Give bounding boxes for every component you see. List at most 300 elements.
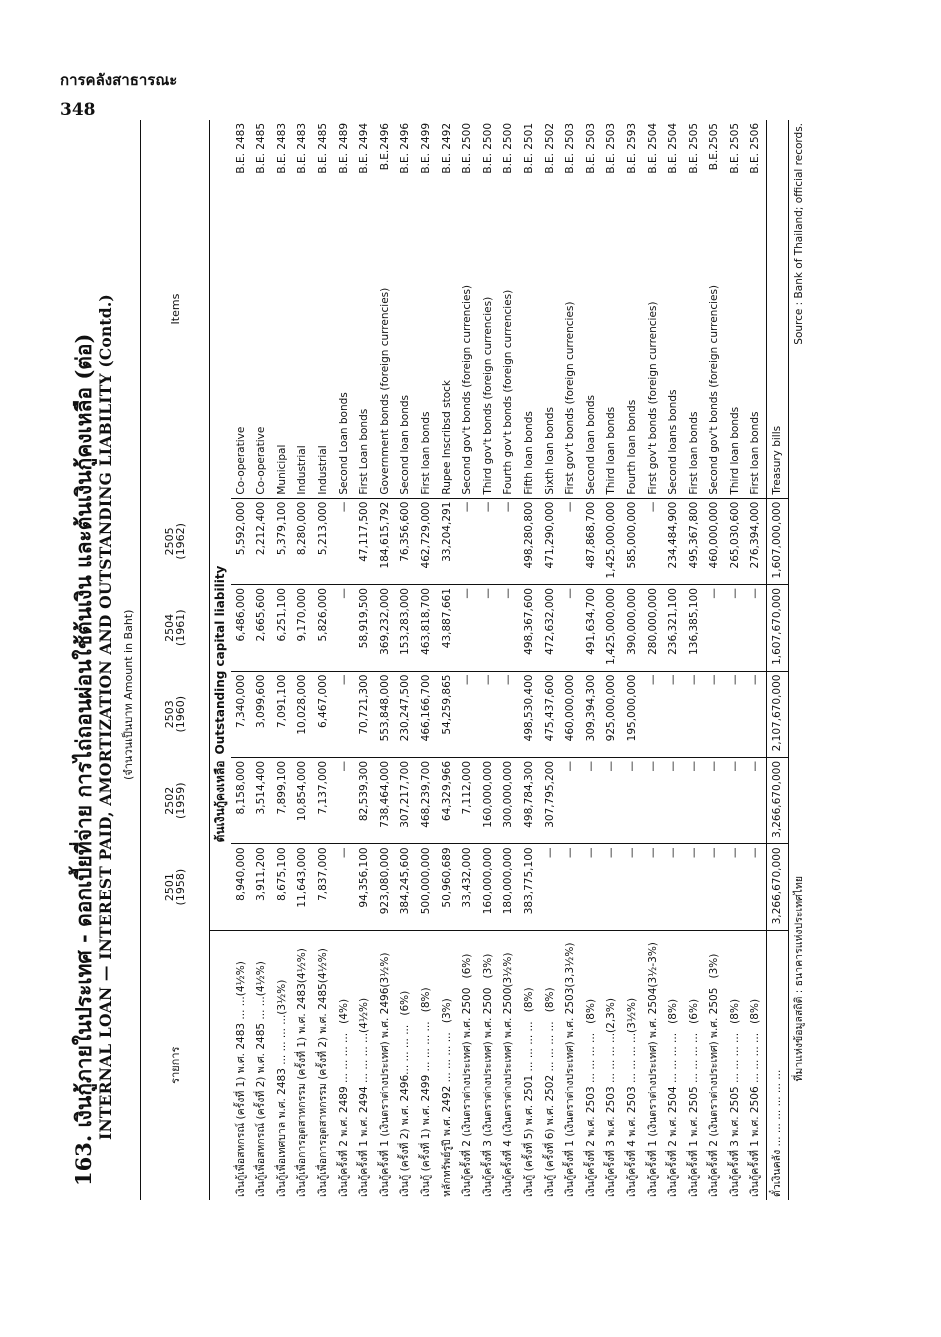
value-cell: 8,280,000 xyxy=(292,498,313,584)
row-english-text: Second gov't bonds (foreign currencies) xyxy=(708,284,721,495)
row-thai-label xyxy=(642,930,663,1200)
value-cell: 2,212,400 xyxy=(251,498,272,584)
year-ad: (1961) xyxy=(174,609,187,647)
value-cell: 58,919,500 xyxy=(354,585,375,671)
table-row xyxy=(684,120,705,1200)
value-cell: — xyxy=(498,585,519,671)
value-cell: — xyxy=(601,757,622,843)
value-cell: 64,329,966 xyxy=(437,757,458,843)
value-cell: — xyxy=(704,585,725,671)
row-thai-text: เงินกู้เพื่อการอุตสาหกรรม (ครั้งที่ 1) พ.ศ. 2483 xyxy=(296,983,309,1197)
row-interest-rate: (3%) xyxy=(481,953,494,979)
value-cell: — xyxy=(560,844,581,930)
row-english-text: First loan bonds xyxy=(419,411,432,495)
row-english-text: Fifth loan bonds xyxy=(522,411,535,495)
value-cell: 3,911,200 xyxy=(251,844,272,930)
value-cell: — xyxy=(745,671,766,757)
row-be-year: B.E. 2492 xyxy=(440,123,453,174)
row-thai-label xyxy=(767,930,789,1200)
value-cell: 236,321,100 xyxy=(663,585,684,671)
row-thai-text: เงินกู้ครั้งที่ 1 พ.ศ. 2506 ... ... ... ... xyxy=(749,1032,762,1197)
row-be-year: B.E. 2483 xyxy=(296,123,309,174)
value-cell: 195,000,000 xyxy=(622,671,643,757)
row-thai-label xyxy=(478,930,499,1200)
value-cell: — xyxy=(581,757,602,843)
value-cell: 3,266,670,000 xyxy=(767,757,789,843)
row-thai-text: เงินกู้ครั้งที่ 2 (เงินตราต่างประเทศ) พ.ศ. 2500 xyxy=(461,987,474,1197)
row-english-label xyxy=(292,120,313,498)
value-cell: 500,000,000 xyxy=(416,844,437,930)
row-english-wrap xyxy=(297,123,308,495)
value-cell: 6,251,100 xyxy=(272,585,293,671)
row-english-label xyxy=(684,120,705,498)
value-cell: 369,232,000 xyxy=(375,585,396,671)
row-english-text: First loan bonds xyxy=(687,411,700,495)
row-english-label xyxy=(272,120,293,498)
value-cell: — xyxy=(457,498,478,584)
row-english-wrap xyxy=(503,123,514,495)
row-english-label xyxy=(354,120,375,498)
value-cell: 309,394,300 xyxy=(581,671,602,757)
value-cell: — xyxy=(457,671,478,757)
row-english-text: Industrial xyxy=(317,445,330,495)
row-english-label xyxy=(540,120,561,498)
table-row xyxy=(251,120,272,1200)
row-thai-label xyxy=(498,930,519,1200)
year-ad: (1958) xyxy=(174,868,187,906)
row-english-label xyxy=(334,120,355,498)
value-cell: — xyxy=(663,757,684,843)
value-cell: 498,280,800 xyxy=(519,498,540,584)
header-year-2503 xyxy=(141,671,210,757)
table-row xyxy=(395,120,416,1200)
value-cell: 462,729,000 xyxy=(416,498,437,584)
value-cell: — xyxy=(684,671,705,757)
row-english-wrap xyxy=(565,123,576,495)
value-cell: 468,239,700 xyxy=(416,757,437,843)
table-row xyxy=(478,120,499,1200)
table-body xyxy=(210,120,789,1200)
row-thai-text: เงินกู้ครั้งที่ 2 พ.ศ. 2504 ... ... ... ... xyxy=(667,1032,680,1197)
loan-table xyxy=(140,120,809,1200)
row-interest-rate: (3½%) xyxy=(378,952,391,988)
value-cell: 7,137,000 xyxy=(313,757,334,843)
table-row xyxy=(354,120,375,1200)
row-thai-text: เงินกู้ (ครั้งที่ 6) พ.ศ. 2502 ... ... ... ... xyxy=(543,1021,556,1197)
value-cell: 498,367,600 xyxy=(519,585,540,671)
value-cell: 33,204,291 xyxy=(437,498,458,584)
row-be-year: B.E. 2503 xyxy=(605,123,618,174)
row-thai-text: เงินกู้ครั้งที่ 1 พ.ศ. 2505 ... ... ... ... xyxy=(687,1032,700,1197)
row-thai-label xyxy=(292,930,313,1200)
row-english-text: Sixth loan bonds xyxy=(543,407,556,495)
row-thai-text: เงินกู้ครั้งที่ 1 (เงินตราต่างประเทศ) พ.ศ. 2504 xyxy=(646,987,659,1197)
value-cell: — xyxy=(725,585,746,671)
value-cell: 7,899,100 xyxy=(272,757,293,843)
row-english-label xyxy=(437,120,458,498)
table-row xyxy=(581,120,602,1200)
row-interest-rate: (3,3½%) xyxy=(564,942,577,988)
value-cell: — xyxy=(622,844,643,930)
row-be-year: B.E. 2503 xyxy=(584,123,597,174)
table-row xyxy=(457,120,478,1200)
row-thai-label xyxy=(251,930,272,1200)
value-cell: — xyxy=(725,671,746,757)
table-row xyxy=(745,120,766,1200)
row-be-year: B.E. 2505 xyxy=(728,123,741,174)
value-cell: — xyxy=(560,498,581,584)
value-cell: 1,607,000,000 xyxy=(767,498,789,584)
table-row xyxy=(560,120,581,1200)
row-interest-rate: (8%) xyxy=(419,987,432,1013)
row-english-wrap xyxy=(421,123,432,495)
source-thai: ที่มาแห่งข้อมูลสถิติ : ธนาคารแห่งประเทศไทย xyxy=(792,875,805,1082)
value-cell: 498,784,300 xyxy=(519,757,540,843)
row-thai-text: เงินกู้ครั้งที่ 1 (เงินตราต่างประเทศ) พ.ศ. 2503 xyxy=(564,987,577,1197)
row-english-text: Rupee Inscribsd stock xyxy=(440,379,453,495)
value-cell: 495,367,800 xyxy=(684,498,705,584)
row-english-label xyxy=(622,120,643,498)
header-row xyxy=(141,120,210,1200)
table-row xyxy=(767,120,789,1200)
value-cell: 5,379,100 xyxy=(272,498,293,584)
row-english-label xyxy=(663,120,684,498)
row-english-label xyxy=(395,120,416,498)
row-interest-rate: (8%) xyxy=(522,987,535,1013)
table-row xyxy=(416,120,437,1200)
row-english-text: Co-operative xyxy=(234,426,247,495)
table-row xyxy=(519,120,540,1200)
row-english-label xyxy=(231,120,252,498)
row-english-label xyxy=(457,120,478,498)
row-english-text: Industrial xyxy=(296,445,309,495)
row-english-text: Second loan bonds xyxy=(584,394,597,495)
value-cell: — xyxy=(498,671,519,757)
table-row xyxy=(642,120,663,1200)
table-row xyxy=(292,120,313,1200)
rotated-table-block xyxy=(66,120,886,1200)
row-thai-label xyxy=(725,930,746,1200)
page-number: 348 xyxy=(60,100,96,120)
row-english-text: Third gov't bonds (foreign currencies) xyxy=(481,296,494,495)
row-english-label xyxy=(519,120,540,498)
value-cell: 136,385,100 xyxy=(684,585,705,671)
row-english-wrap xyxy=(256,123,267,495)
row-english-text: Second Loan bonds xyxy=(337,392,350,495)
value-cell: — xyxy=(478,585,499,671)
value-cell: 307,217,700 xyxy=(395,757,416,843)
row-thai-label xyxy=(272,930,293,1200)
value-cell: 1,607,670,000 xyxy=(767,585,789,671)
row-thai-label xyxy=(334,930,355,1200)
value-cell: 153,283,000 xyxy=(395,585,416,671)
row-thai-text: เงินกู้ (ครั้งที่ 5) พ.ศ. 2501 ... ... ... ... xyxy=(522,1021,535,1197)
row-be-year: B.E. 2483 xyxy=(275,123,288,174)
row-thai-label xyxy=(354,930,375,1200)
value-cell: 230,247,500 xyxy=(395,671,416,757)
row-english-wrap xyxy=(689,123,700,495)
row-english-label xyxy=(704,120,725,498)
row-be-year: B.E. 2485 xyxy=(255,123,268,174)
row-interest-rate: (3%) xyxy=(440,998,453,1024)
value-cell: — xyxy=(704,671,725,757)
banner-row xyxy=(210,120,231,1200)
value-cell: 390,000,000 xyxy=(622,585,643,671)
row-thai-text: เงินกู้ครั้งที่ 3 พ.ศ. 2505 ... ... ... ... xyxy=(728,1032,741,1197)
row-thai-text: เงินกู้ครั้งที่ 1 พ.ศ. 2494 ... ... ... ... xyxy=(358,1032,371,1197)
row-be-year: B.E. 2483 xyxy=(234,123,247,174)
header-items xyxy=(141,120,210,498)
value-cell: 7,112,000 xyxy=(457,757,478,843)
value-cell: — xyxy=(663,844,684,930)
row-thai-text: เงินกู้เพื่อสหกรณ์ (ครั้งที่ 1) พ.ศ. 2483 ... ... xyxy=(234,996,247,1197)
value-cell: 466,166,700 xyxy=(416,671,437,757)
row-be-year: B.E. 2489 xyxy=(337,123,350,174)
header-year-2505 xyxy=(141,498,210,584)
header-year-2502 xyxy=(141,757,210,843)
row-be-year: B.E. 2504 xyxy=(646,123,659,174)
value-cell: 460,000,000 xyxy=(560,671,581,757)
value-cell: — xyxy=(601,844,622,930)
value-cell: — xyxy=(745,585,766,671)
value-cell: 10,854,000 xyxy=(292,757,313,843)
value-cell: 184,615,792 xyxy=(375,498,396,584)
row-be-year: B.E. 2494 xyxy=(358,123,371,174)
source-english: Source : Bank of Thailand; official records. xyxy=(792,123,805,345)
table-row xyxy=(437,120,458,1200)
value-cell: 265,030,600 xyxy=(725,498,746,584)
value-cell: 9,170,000 xyxy=(292,585,313,671)
row-thai-text: เงินกู้ครั้งที่ 3 พ.ศ. 2503 ... ... ... ... xyxy=(605,1032,618,1197)
row-thai-text: เงินกู้ (ครั้งที่ 2) พ.ศ. 2496... ... ... ... xyxy=(399,1024,412,1197)
value-cell: 50,960,689 xyxy=(437,844,458,930)
value-cell: — xyxy=(334,671,355,757)
row-english-wrap xyxy=(483,123,494,495)
value-cell: 3,514,400 xyxy=(251,757,272,843)
row-thai-text: เงินกู้ครั้งที่ 2 พ.ศ. 2489 ... ... ... ... xyxy=(337,1032,350,1197)
row-english-text: Municipal xyxy=(275,444,288,495)
row-english-wrap xyxy=(750,123,761,495)
row-interest-rate: (8%) xyxy=(749,998,762,1024)
row-english-label xyxy=(560,120,581,498)
row-english-text: Third loan bonds xyxy=(728,406,741,495)
value-cell: 3,099,600 xyxy=(251,671,272,757)
value-cell: 384,245,600 xyxy=(395,844,416,930)
row-be-year: B.E. 2506 xyxy=(749,123,762,174)
row-thai-label xyxy=(416,930,437,1200)
row-english-wrap xyxy=(648,123,659,495)
value-cell: 54,259,865 xyxy=(437,671,458,757)
value-cell: — xyxy=(457,585,478,671)
value-cell: 280,000,000 xyxy=(642,585,663,671)
row-thai-label xyxy=(231,930,252,1200)
table-row xyxy=(231,120,252,1200)
row-english-text: First Loan bonds xyxy=(358,408,371,495)
row-interest-rate: (4½%) xyxy=(255,961,268,997)
row-thai-text: เงินกู้ครั้งที่ 3 (เงินตราต่างประเทศ) พ.ศ. 2500 xyxy=(481,987,494,1197)
value-cell: 498,530,400 xyxy=(519,671,540,757)
value-cell: 276,394,000 xyxy=(745,498,766,584)
row-be-year: B.E.2505 xyxy=(708,123,721,171)
table-row xyxy=(498,120,519,1200)
value-cell: 2,665,600 xyxy=(251,585,272,671)
row-thai-label xyxy=(457,930,478,1200)
value-cell: — xyxy=(560,585,581,671)
row-english-wrap xyxy=(339,123,350,495)
value-cell: 33,432,000 xyxy=(457,844,478,930)
row-thai-label xyxy=(437,930,458,1200)
header-items-label: Items xyxy=(168,293,182,325)
row-english-label xyxy=(251,120,272,498)
value-cell: — xyxy=(334,757,355,843)
header-thai-items xyxy=(141,930,210,1200)
row-interest-rate: (4½%) xyxy=(234,961,247,997)
value-cell: 300,000,000 xyxy=(498,757,519,843)
value-cell: — xyxy=(642,498,663,584)
row-thai-label xyxy=(622,930,643,1200)
row-english-label xyxy=(498,120,519,498)
row-english-wrap xyxy=(236,123,247,495)
row-be-year: B.E. 2502 xyxy=(543,123,556,174)
row-english-wrap xyxy=(772,123,783,495)
row-interest-rate: (8%) xyxy=(667,998,680,1024)
row-interest-rate: (4½%) xyxy=(296,948,309,984)
value-cell: 475,437,600 xyxy=(540,671,561,757)
value-cell: 3,266,670,000 xyxy=(767,844,789,930)
row-thai-label xyxy=(395,930,416,1200)
amount-unit-note: (จำนวนเป็นบาท Amount in Baht) xyxy=(122,609,135,780)
value-cell: 70,721,300 xyxy=(354,671,375,757)
value-cell: — xyxy=(725,844,746,930)
value-cell: — xyxy=(642,844,663,930)
value-cell: 6,486,000 xyxy=(231,585,252,671)
row-be-year: B.E. 2500 xyxy=(481,123,494,174)
value-cell: — xyxy=(334,844,355,930)
year-ad: (1962) xyxy=(174,523,187,560)
row-thai-label xyxy=(581,930,602,1200)
banner-cell-left xyxy=(210,930,231,1200)
row-english-label xyxy=(601,120,622,498)
row-interest-rate: (3½-3%) xyxy=(646,942,659,988)
row-be-year: B.E. 2593 xyxy=(625,123,638,174)
row-english-label xyxy=(313,120,334,498)
value-cell: 383,775,100 xyxy=(519,844,540,930)
value-cell: 11,643,000 xyxy=(292,844,313,930)
value-cell: 6,467,000 xyxy=(313,671,334,757)
row-thai-label xyxy=(745,930,766,1200)
row-interest-rate: (6%) xyxy=(461,953,474,979)
row-english-wrap xyxy=(359,123,370,495)
year-ad: (1960) xyxy=(174,695,187,733)
row-english-wrap xyxy=(400,123,411,495)
value-cell: 94,356,100 xyxy=(354,844,375,930)
row-thai-label xyxy=(684,930,705,1200)
year-be: 2504 xyxy=(163,613,176,642)
value-cell: 738,464,000 xyxy=(375,757,396,843)
value-cell: — xyxy=(581,844,602,930)
value-cell: 8,675,100 xyxy=(272,844,293,930)
row-english-label xyxy=(642,120,663,498)
table-title-english: INTERNAL LOAN — INTEREST PAID, AMORTIZATION AND OUTSTANDING LIABILITY (Contd.) xyxy=(96,294,115,1140)
table-title-block xyxy=(66,120,141,1200)
year-be: 2505 xyxy=(163,527,176,556)
value-cell: — xyxy=(334,498,355,584)
row-english-text: Second gov't bonds (foreign currencies) xyxy=(461,284,474,495)
row-english-wrap xyxy=(606,123,617,495)
value-cell: 8,158,000 xyxy=(231,757,252,843)
header-year-2501 xyxy=(141,844,210,930)
running-title: การคลังสาธารณะ xyxy=(60,71,178,89)
row-thai-label xyxy=(375,930,396,1200)
value-cell: 5,826,000 xyxy=(313,585,334,671)
row-english-wrap xyxy=(668,123,679,495)
row-english-text: First gov't bonds (foreign currencies) xyxy=(564,301,577,495)
row-interest-rate: (8%) xyxy=(584,998,597,1024)
row-thai-label xyxy=(519,930,540,1200)
row-thai-text: เงินกู้ครั้งที่ 2 (เงินตราต่างประเทศ) พ.ศ. 2505 xyxy=(708,987,721,1197)
row-english-text: Third loan bonds xyxy=(605,406,618,495)
row-english-label xyxy=(478,120,499,498)
row-be-year: B.E. 2499 xyxy=(419,123,432,174)
value-cell: 923,080,000 xyxy=(375,844,396,930)
value-cell: — xyxy=(684,757,705,843)
table-row xyxy=(601,120,622,1200)
year-be: 2501 xyxy=(163,873,176,902)
value-cell: — xyxy=(745,844,766,930)
value-cell: 585,000,000 xyxy=(622,498,643,584)
value-cell: — xyxy=(334,585,355,671)
row-be-year: B.E. 2485 xyxy=(317,123,330,174)
table-row xyxy=(313,120,334,1200)
value-cell: 8,940,000 xyxy=(231,844,252,930)
row-english-text: Second loan bonds xyxy=(399,394,412,495)
row-thai-label xyxy=(313,930,334,1200)
row-english-wrap xyxy=(380,123,391,495)
row-thai-text: เงินกู้ครั้งที่ 4 พ.ศ. 2503 ... ... ... ... xyxy=(625,1032,638,1197)
row-english-wrap xyxy=(442,123,453,495)
header-thai-items-label: รายการ xyxy=(168,1046,182,1084)
value-cell: 471,290,000 xyxy=(540,498,561,584)
row-interest-rate: (4½%) xyxy=(358,997,371,1033)
row-english-wrap xyxy=(627,123,638,495)
value-cell: 491,634,700 xyxy=(581,585,602,671)
row-english-label xyxy=(745,120,766,498)
row-english-wrap xyxy=(709,123,720,495)
year-be: 2502 xyxy=(163,786,176,815)
row-english-wrap xyxy=(524,123,535,495)
row-interest-rate: (3%) xyxy=(708,953,721,979)
value-cell: 460,000,000 xyxy=(704,498,725,584)
value-cell: 553,848,000 xyxy=(375,671,396,757)
value-cell: — xyxy=(684,844,705,930)
row-english-text: Government bonds (foreign currencies) xyxy=(378,287,391,495)
row-be-year: B.E. 2503 xyxy=(564,123,577,174)
row-english-text: First gov't bonds (foreign currencies) xyxy=(646,301,659,495)
row-interest-rate: (3½%) xyxy=(275,979,288,1015)
value-cell: 2,107,670,000 xyxy=(767,671,789,757)
value-cell: 160,000,000 xyxy=(478,757,499,843)
row-be-year: B.E. 2504 xyxy=(667,123,680,174)
value-cell: 234,484,900 xyxy=(663,498,684,584)
row-english-wrap xyxy=(586,123,597,495)
value-cell: — xyxy=(498,498,519,584)
row-english-text: Second loans bonds xyxy=(667,389,680,495)
value-cell: 307,795,200 xyxy=(540,757,561,843)
value-cell: 10,028,000 xyxy=(292,671,313,757)
row-be-year: B.E.2496 xyxy=(378,123,391,171)
row-thai-text: เงินกู้ครั้งที่ 1 (เงินตราต่างประเทศ) พ.ศ. 2496 xyxy=(378,987,391,1197)
table-row xyxy=(375,120,396,1200)
